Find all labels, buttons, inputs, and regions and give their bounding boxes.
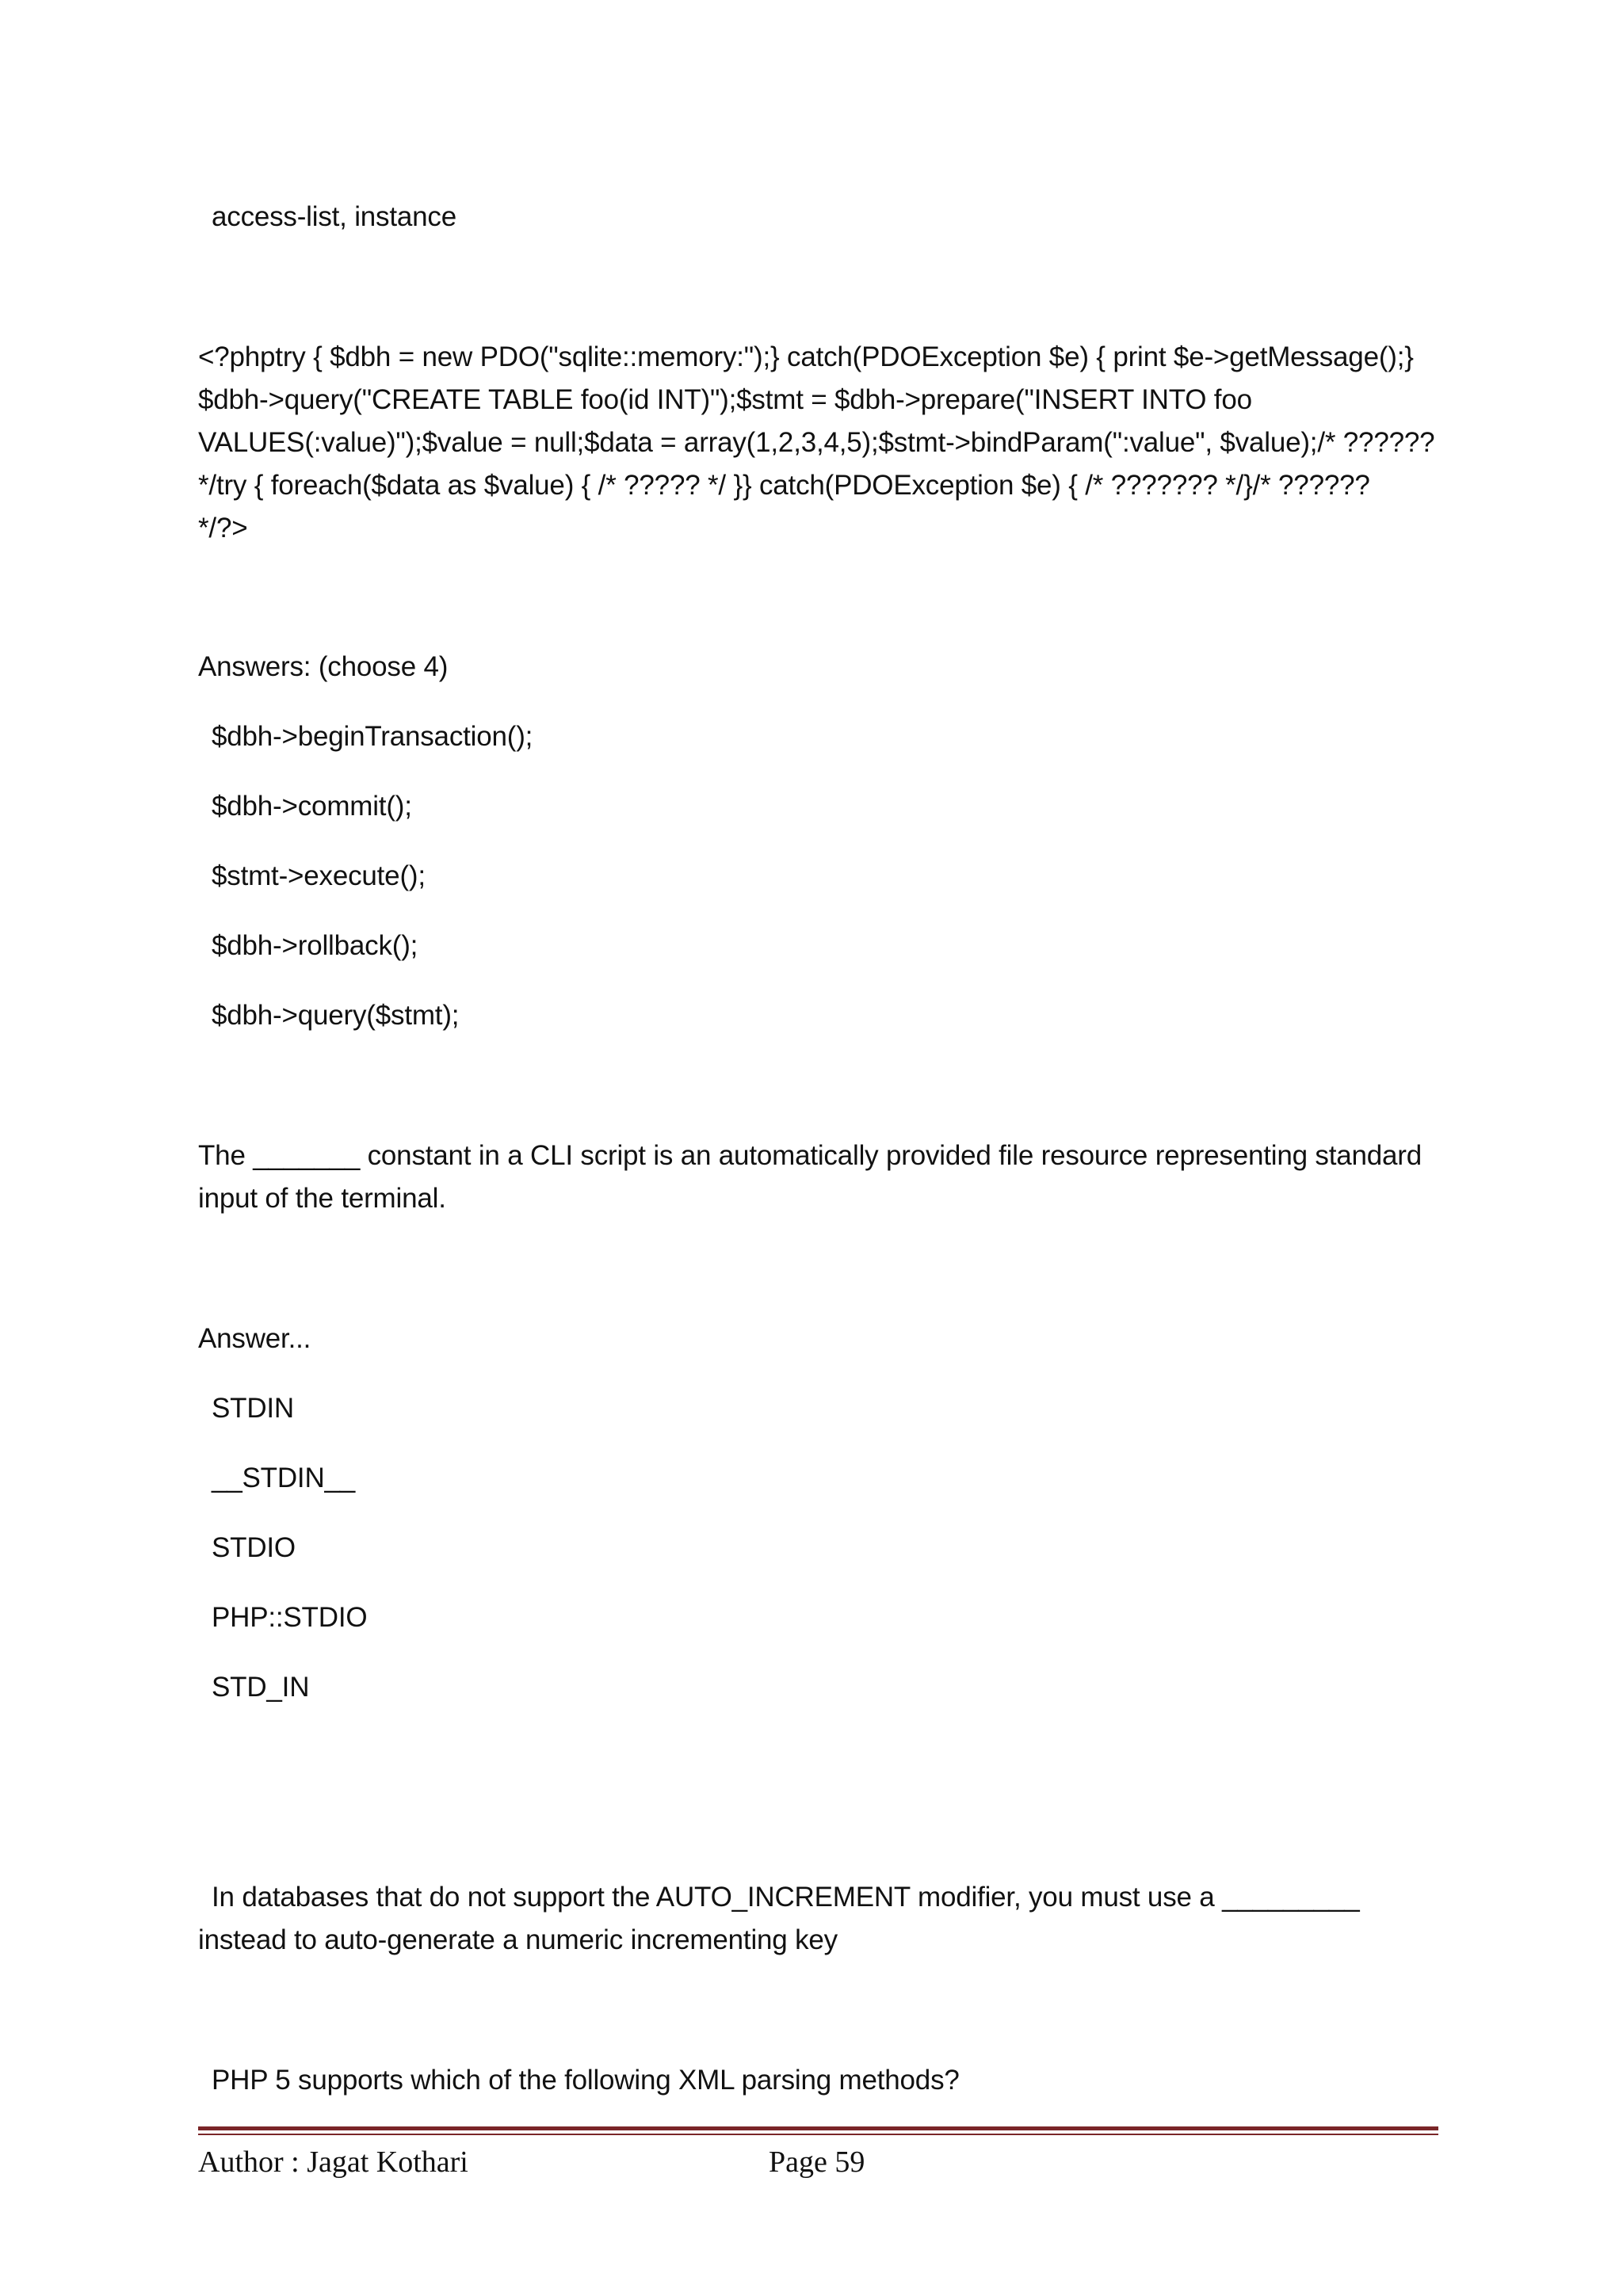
answer-option: PHP::STDIO [212,1602,368,1633]
answer-option: $stmt->execute(); [212,860,426,891]
answer-option: __STDIN__ [212,1463,356,1493]
footer-rule-thin [198,2134,1438,2135]
footer-author: Author : Jagat Kothari [198,2145,468,2179]
code-line: VALUES(:value)");$value = null;$data = array(1,2,3,4,5);$stmt->bindParam(":value", $value);/* ?????? [198,427,1435,458]
code-line: */?> [198,513,248,543]
code-line: $dbh->query("CREATE TABLE foo(id INT)");$stmt = $dbh->prepare("INSERT INTO foo [198,384,1252,415]
answer-option: STDIO [212,1532,296,1563]
answer-option: STD_IN [212,1672,310,1703]
answer-option: $dbh->commit(); [212,791,412,822]
answer-option: STDIN [212,1393,295,1424]
xml-question-line: PHP 5 supports which of the following XML parsing methods? [212,2065,960,2096]
answer-tail-text: access-list, instance [212,201,456,232]
question-line: In databases that do not support the AUTO_INCREMENT modifier, you must use a _________ [212,1882,1360,1913]
question-line: input of the terminal. [198,1183,446,1214]
footer-page-number: Page 59 [769,2145,865,2179]
question-line: The _______ constant in a CLI script is an automatically provided file resource representing standard [198,1140,1423,1171]
answers-label: Answers: (choose 4) [198,651,449,682]
answer-option: $dbh->rollback(); [212,930,418,961]
answer-option: $dbh->beginTransaction(); [212,721,533,752]
answer-option: $dbh->query($stmt); [212,1000,460,1031]
code-line: <?phptry { $dbh = new PDO("sqlite::memory:");} catch(PDOException $e) { print $e->getMessage();} [198,341,1414,372]
footer-rule-thick [198,2126,1438,2130]
question-line: instead to auto-generate a numeric incrementing key [198,1924,838,1955]
answer-label: Answer... [198,1323,311,1354]
code-line: */try { foreach($data as $value) { /* ????? */ }} catch(PDOException $e) { /* ??????? */}/* ?????? [198,470,1370,501]
